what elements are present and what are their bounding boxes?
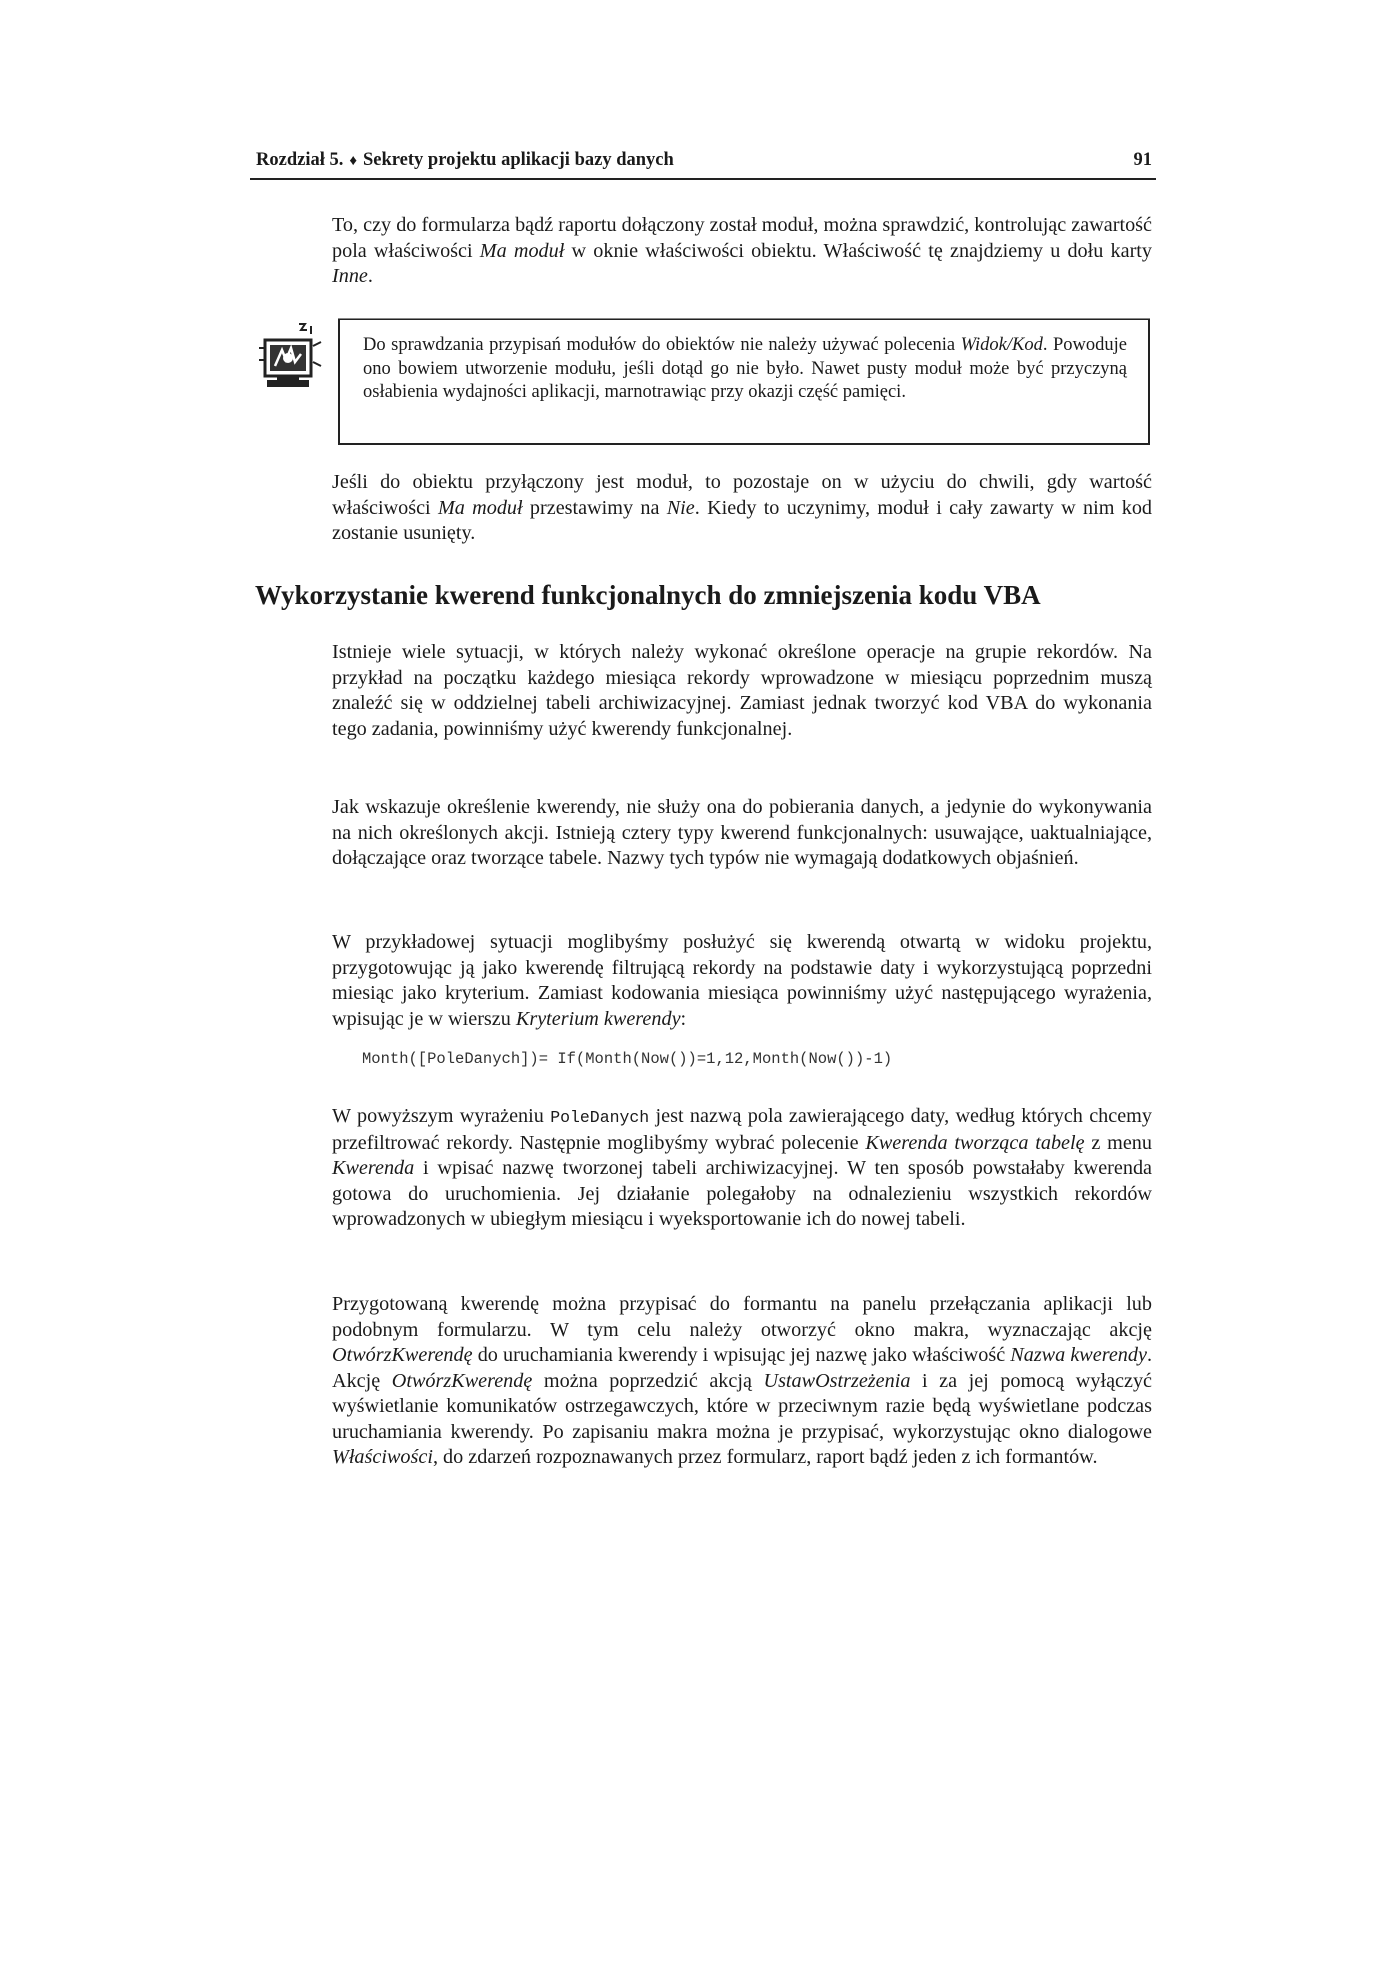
paragraph-2 [332, 470, 1152, 547]
text-run: , do zdarzeń rozpoznawanych przez formularz, raport bądź jeden z ich formantów. [432, 1446, 1098, 1468]
chapter-subtitle: Sekrety projektu aplikacji bazy danych [363, 150, 674, 170]
text-run: można poprzedzić akcją [532, 1369, 764, 1392]
text-run: To, czy do formularza bądź raportu dołączony został moduł, można sprawdzić, kontrolując zawartość pola właściwości [332, 214, 1152, 262]
italic-term: Inne [332, 265, 368, 287]
paragraph-5 [332, 930, 1152, 1032]
text-run: Jeśli do obiektu przyłączony jest moduł, to pozostaje on w użyciu do chwili, gdy wartość właściwości [332, 471, 1152, 519]
text-run: przestawimy na [522, 496, 667, 519]
text-run: w oknie właściwości obiektu. Właściwość tę znajdziemy u dołu karty [564, 239, 1152, 262]
paragraph-1 [332, 213, 1152, 290]
chapter-number: Rozdział 5. [256, 150, 344, 170]
note-box [338, 318, 1150, 445]
paragraph-4: Jak wskazuje określenie kwerendy, nie służy ona do pobierania danych, a jedynie do wykonywania na nich określonych akcji. Istnieją cztery typy kwerend funkcjonalnych: usuwające, uaktualniające, dołączające oraz tworzące tabele. Nazwy tych typów nie wymagają dodatkowych objaśnień. [332, 796, 1152, 869]
text-run: Do sprawdzania przypisań modułów do obiektów nie należy używać polecenia [363, 335, 961, 355]
italic-term: OtwórzKwerendę [332, 1344, 473, 1366]
running-header [250, 150, 1156, 180]
text-run: z menu [1084, 1131, 1152, 1154]
text-run: : [680, 1007, 687, 1030]
italic-term: Kryterium kwerendy [515, 1007, 681, 1030]
text-run: . [367, 265, 373, 287]
text-run: . Kiedy to uczynimy, moduł i cały zawarty w nim kod zostanie usunięty. [332, 496, 1153, 544]
text-run: jest nazwą pola zawierającego daty, według których chcemy przefiltrować rekordy. Następnie moglibyśmy wybrać polecenie [332, 1105, 1152, 1154]
italic-term: Ma moduł [479, 239, 565, 262]
italic-term: Kwerenda [332, 1157, 415, 1179]
text-run: W przykładowej sytuacji moglibyśmy posłużyć się kwerendą otwartą w widoku projektu, przygotowując ją jako kwerendę filtrującą rekordy na podstawie daty i wykorzystującą poprzedni miesiąc jako kryterium. Zamiast kodowania miesiąca powinniśmy użyć następującego wyrażenia, wpisując je w wierszu [332, 931, 1152, 1030]
text-run: . Powoduje ono bowiem utworzenie modułu, jeśli dotąd go nie było. Nawet pusty moduł może być przyczyną osłabienia wydajności aplikacji, marnotrawiąc przy okazji część pamięci. [363, 335, 1127, 403]
warning-computer-icon [255, 318, 329, 390]
italic-term: Kwerenda tworząca tabelę [865, 1131, 1085, 1154]
diamond-separator: ♦ [349, 153, 358, 169]
text-run: i wpisać nazwę tworzonej tabeli archiwizacyjnej. W ten sposób powstałaby kwerenda gotowa do uruchomienia. Jej działanie polegałoby na odnalezieniu wszystkich rekordów wprowadzonych w ubiegłym miesiącu i wyeksportowanie ich do nowej tabeli. [332, 1157, 1152, 1230]
paragraph-7 [332, 1292, 1152, 1471]
text-run: . Akcję [332, 1344, 1152, 1392]
paragraph-6 [332, 1104, 1152, 1233]
italic-term: OtwórzKwerendę [391, 1369, 533, 1392]
italic-term: Ma moduł [437, 496, 523, 519]
page-number: 91 [1133, 150, 1152, 170]
paragraph-3: Istnieje wiele sytuacji, w których należy wykonać określone operacje na grupie rekordów. Na przykład na początku każdego miesiąca rekordy wprowadzone w miesiącu poprzednim muszą znaleźć się w oddzielnej tabeli archiwizacyjnej. Zamiast jednak tworzyć kod VBA do wykonania tego zadania, powinniśmy użyć kwerendy funkcjonalnej. [332, 641, 1152, 740]
note-text [363, 334, 1127, 405]
code-expression: Month([PoleDanych])= If(Month(Now())=1,12,Month(Now())-1) [362, 1050, 893, 1068]
text-run: W powyższym wyrażeniu [332, 1105, 551, 1127]
italic-term: Nazwa kwerendy [1010, 1344, 1147, 1366]
text-run: Przygotowaną kwerendę można przypisać do formantu na panelu przełączania aplikacji lub podobnym formularzu. W tym celu należy otworzyć okno makra, wyznaczając akcję [332, 1293, 1152, 1341]
section-heading: Wykorzystanie kwerend funkcjonalnych do zmniejszenia kodu VBA [255, 580, 1041, 610]
italic-term: Widok/Kod [960, 335, 1043, 355]
italic-term: Nie [666, 496, 695, 519]
italic-term: UstawOstrzeżenia [763, 1369, 911, 1392]
text-run: i za jej pomocą wyłączyć wyświetlanie komunikatów ostrzegawczych, które w przeciwnym razie będą wyświetlane podczas uruchamiania kwerendy. Po zapisaniu makra można je przypisać, wykorzystując okno dialogowe [332, 1369, 1152, 1443]
italic-term: Właściwości [332, 1446, 433, 1468]
chapter-title [256, 150, 674, 171]
code-term: PoleDanych [550, 1108, 650, 1127]
text-run: do uruchamiania kwerendy i wpisując jej nazwę jako właściwość [472, 1344, 1011, 1366]
